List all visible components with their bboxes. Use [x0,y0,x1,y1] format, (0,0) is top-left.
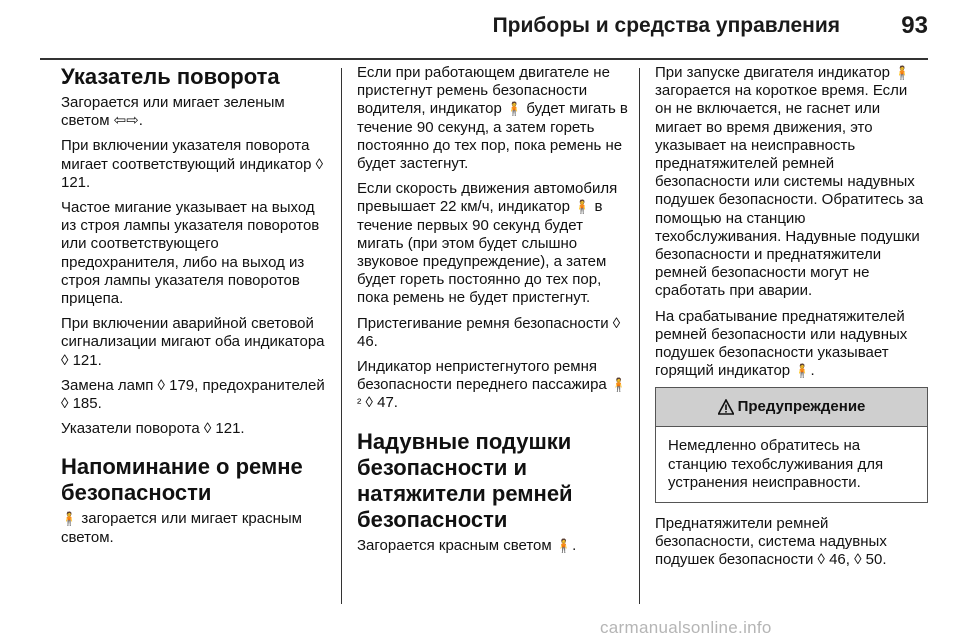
warning-text: Немедленно обратитесь на станцию техобслуживания для устранения неисправности. [668,437,884,491]
header-rule [40,58,928,60]
heading-turn-signal: Указатель поворота [61,64,280,89]
paragraph: При включении указателя поворота мигает соответствующий индикатор ◊ 121. [61,137,323,191]
heading-airbags: Надувные подушки безопасности и натяжители ремней безопасности [357,428,573,532]
paragraph: Преднатяжители ремней безопасности, система надувных подушек безопасности ◊ 46, ◊ 50. [655,515,887,569]
seatbelt-icon: 🧍 [61,511,78,527]
paragraph: Загорается или мигает зеленым светом ⇦⇨. [61,94,285,130]
airbag-icon: 🧍 [894,65,911,80]
paragraph-text: будет мигать в течение 90 секунд, а затем гореть постоянно до тех пор, пока ремень не будет застегнут. [357,100,628,173]
page-header-title: Приборы и средства управления [492,14,840,37]
warning-title: Предупреждение [737,398,866,416]
paragraph [61,510,331,546]
column-2 [357,64,629,562]
paragraph: На срабатывание преднатяжителей ремней безопасности или надувных подушек безопасности указывает горящий индикатор 🧍. [655,307,908,380]
column-divider-2 [639,68,640,604]
warning-triangle-icon [718,399,734,415]
paragraph-text: ◊ 47. [365,394,398,412]
paragraph-text: На срабатывание преднатяжителей ремней безопасности или надувных подушек безопасности указывает горящий индикатор [655,307,908,380]
paragraph [655,64,928,301]
seatbelt-icon: 🧍 [574,199,591,215]
airbag-icon: 🧍 [794,363,811,379]
paragraph [357,64,629,173]
column-1 [61,64,331,554]
paragraph [357,180,629,307]
paragraph-text: Если при работающем двигателе не пристегнут ремень безопасности водителя, индикатор [357,64,610,118]
paragraph: Замена ламп ◊ 179, предохранителей ◊ 185. [61,376,325,413]
page-number: 93 [901,12,928,39]
paragraph-text: загорается или мигает красным светом. [61,510,302,546]
paragraph-text: Загорается красным светом [357,536,552,554]
paragraph: При включении аварийной световой сигнализации мигают оба индикатора ◊ 121. [61,315,325,369]
paragraph: Пристегивание ремня безопасности ◊ 46. [357,314,621,350]
paragraph: Частое мигание указывает на выход из строя лампы указателя поворотов или соответствующего предохранителя, либо на выход из строя лампы указателя поворотов прицепа. [61,199,320,308]
paragraph-text: в течение первых 90 секунд будет мигать (при этом будет слышно звуковое предупреждение), а затем будет гореть постоянно до тех пор, пока ремень не будет пристегнут. [357,198,607,307]
warning-box [655,387,928,503]
paragraph: Загорается красным светом 🧍. [357,536,577,554]
paragraph-text: Если скорость движения автомобиля превышает 22 км/ч, индикатор [357,180,618,216]
paragraph-text: Индикатор непристегнутого ремня безопасности переднего пассажира [357,358,607,394]
paragraph-text: При запуске двигателя индикатор [655,64,891,81]
paragraph [357,358,629,413]
column-divider-1 [341,68,342,604]
paragraph: Указатели поворота ◊ 121. [61,420,245,438]
warning-header [656,388,927,427]
seatbelt-icon: 🧍 [505,101,523,117]
column-3 [655,64,928,577]
watermark: carmanualsonline.info [600,618,772,637]
passenger-seatbelt-icon: 🧍² [357,377,628,411]
heading-seatbelt-reminder: Напоминание о ремне безопасности [61,454,303,506]
airbag-icon: 🧍 [555,537,573,553]
paragraph-text: загорается на короткое время. Если он не включается, не гаснет или мигает во время движения, это указывает на неисправность преднатяжителей ремней безопасности или системы надувных подушек безопасности. Обратитесь за помощью на станцию техобслуживания. Надувные подушки безопасности и преднатяжители ремней безопасности могут не сработать при аварии. [655,82,924,300]
